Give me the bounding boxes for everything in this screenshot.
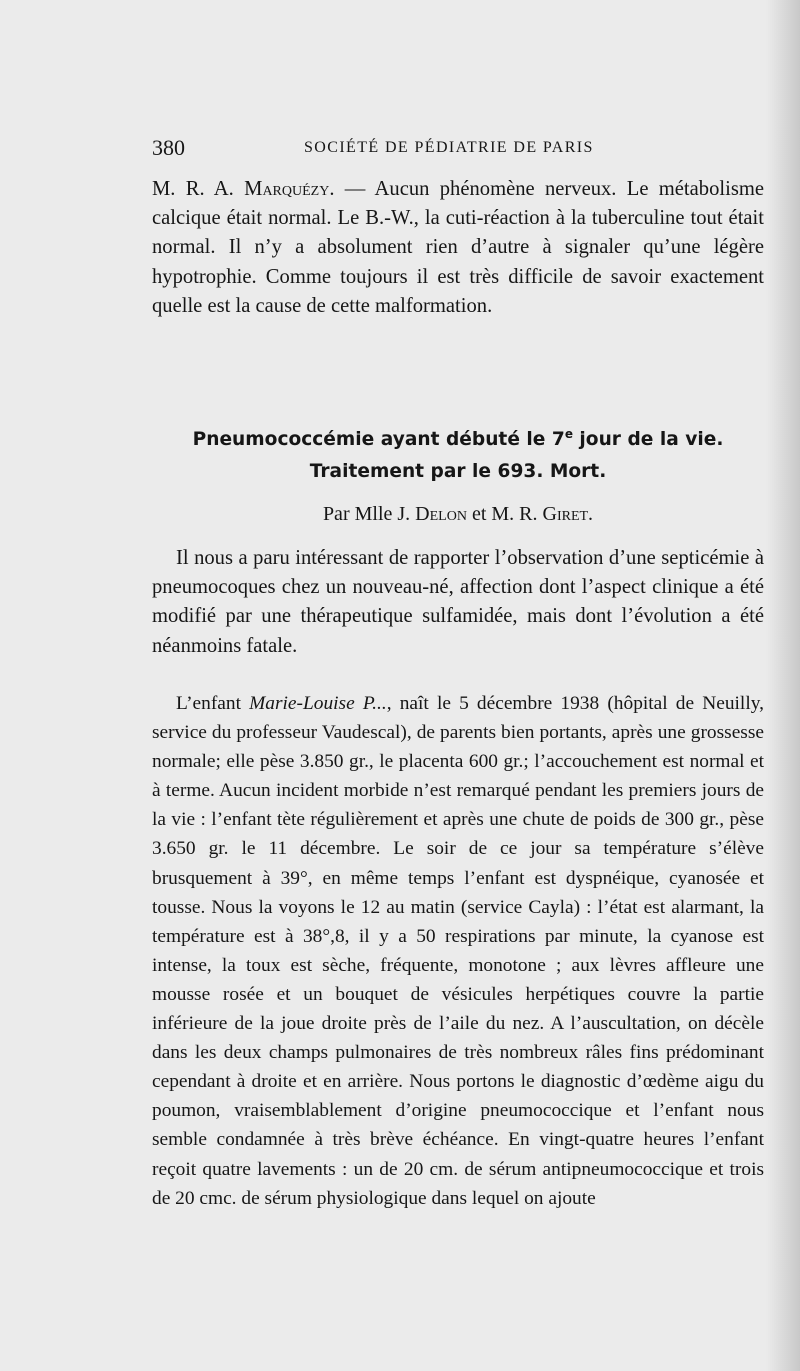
patient-name: Marie-Louise P... xyxy=(249,693,387,714)
article-title-line-2: Traitement par le 693. Mort. xyxy=(309,461,607,482)
case-report-paragraph: L’enfant Marie-Louise P..., naît le 5 décembre 1938 (hôpital de Neuilly, service du professeur Vaudescal), de parents bien portants, après une grossesse normale; elle pèse 3.850 gr., le placenta 600 gr.; l’accouchement est normal et à terme. Aucun incident morbide n’est remarqué pendant les premiers jours de la vie : l’enfant tète régulièrement et après une chute de poids de 300 gr., pèse 3.650 gr. le 11 décembre. Le soir de ce jour sa température s’élève brusquement à 39°, en même temps l’enfant est dyspnéique, cyanosée et tousse. Nous la voyons le 12 au matin (service Cayla) : l’état est alarmant, la température est à 38°,8, il y a 50 respirations par minute, la cyanose est intense, la toux est sèche, fréquente, monotone ; aux lèvres affleure une mousse rosée et un bouquet de vésicules herpétiques couvre la partie inférieure de la joue droite près de l’aile du nez. A l’auscultation, on décèle dans les deux champs pulmonaires de très nombreux râles fins prédominant cependant à droite et en arrière. Nous portons le diagnostic d’œdème aigu du poumon, vraisemblablement d’origine pneumococcique et l’enfant nous semble condamnée à très brève échéance. En vingt-quatre heures l’enfant reçoit quatre lavements : un de 20 cm. de sérum antipneumococcique et trois de 20 cmc. de sérum physiologique dans lequel on ajoute xyxy=(152,693,764,1209)
article-title xyxy=(152,424,764,488)
case-report-text: , naît le 5 décembre 1938 (hôpital de Neuilly, service du professeur Vaudescal), de parents bien portants, après une grossesse normale; elle pèse 3.850 gr., le placenta 600 gr.; l’accouchement est normal et à terme. Aucun incident morbide n’est remarqué pendant les premiers jours de la vie : l’enfant tète régulièrement et après une chute de poids de 300 gr., pèse 3.650 gr. le 11 décembre. Le soir de ce jour sa température s’élève brusquement à 39°, en même temps l’enfant est dyspnéique, cyanosée et tousse. Nous la voyons le 12 au matin (service Cayla) : l’état est alarmant, la température est à 38°,8, il y a 50 respirations par minute, la cyanose est intense, la toux est sèche, fréquente, monotone ; aux lèvres affleure une mousse rosée et un bouquet de vésicules herpétiques couvre la partie inférieure de la joue droite près de l’aile du nez. A l’auscultation, on décèle dans les deux champs pulmonaires de très nombreux râles fins prédominant cependant à droite et en arrière. Nous portons le diagnostic d’œdème aigu du poumon, vraisemblablement d’origine pneumococcique et l’enfant nous semble condamnée à très brève échéance. En vingt-quatre heures l’enfant reçoit quatre lavements : un de 20 cm. de sérum antipneumococcique et trois de 20 cmc. de sérum physiologique dans lequel on ajoute xyxy=(152,693,764,1209)
intro-paragraph: Il nous a paru intéressant de rapporter l’observation d’une septicémie à pneumocoques chez un nouveau-né, affection dont l’aspect clinique a été modifié par une thérapeutique sulfamidée, mais dont l’évolution a été néanmoins fatale. xyxy=(152,547,764,657)
running-title: SOCIÉTÉ DE PÉDIATRIE DE PARIS xyxy=(304,139,594,156)
page-gutter-shadow xyxy=(766,0,800,1371)
discussion-text: — Aucun phénomène nerveux. Le métabolisme calcique était normal. Le B.-W., la cuti-réaction à la tuberculine tout était normal. Il n’y a absolument rien d’autre à signaler qu’une légère hypotrophie. Comme toujours il est très difficile de savoir exactement quelle est la cause de cette malformation. xyxy=(152,178,765,317)
article-byline: Par Mlle J. Delon et M. R. Giret. xyxy=(322,503,594,525)
page-header xyxy=(152,135,764,163)
author-delon: Delon xyxy=(415,503,467,525)
author-giret: Giret. xyxy=(542,503,594,525)
page-number: 380 xyxy=(152,135,185,160)
discussion-paragraph xyxy=(152,175,764,321)
article-title-line-1: Pneumococcémie ayant débuté le 7e jour de la vie. xyxy=(192,426,724,450)
speaker-initials: M. R. A. xyxy=(152,178,234,200)
speaker-name: Marquézy. xyxy=(244,178,335,200)
